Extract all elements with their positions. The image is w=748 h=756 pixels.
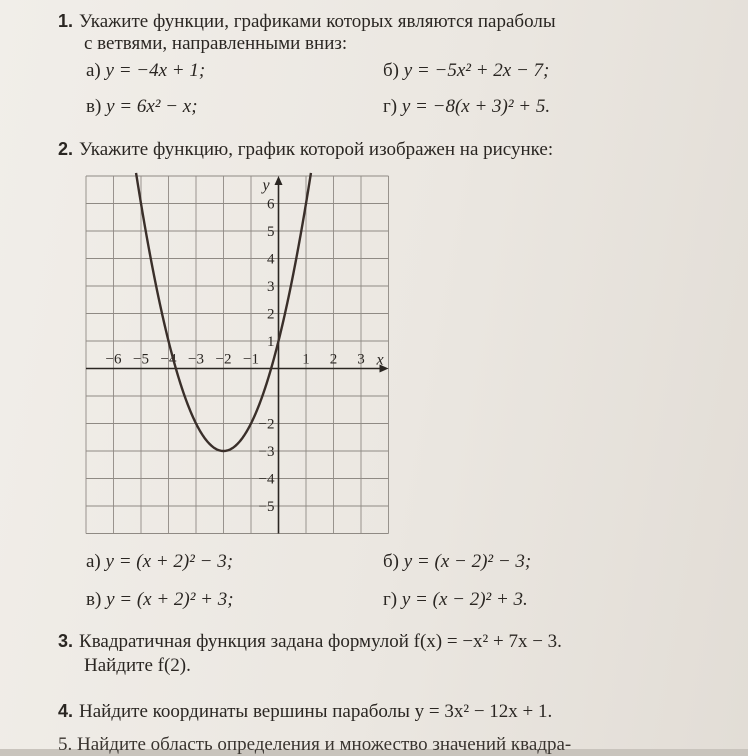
- task-number: 3.: [58, 631, 74, 651]
- task-question-continued: Найдите f(2).: [84, 655, 191, 676]
- x-axis-label: x: [376, 351, 384, 369]
- x-tick-label: −3: [188, 351, 204, 368]
- y-tick-label: −5: [258, 499, 275, 515]
- task-number: 1.: [58, 11, 74, 31]
- y-tick-label: −3: [258, 444, 275, 460]
- y-axis-arrow: [275, 176, 283, 185]
- option-formula: y = (x + 2)² − 3;: [105, 551, 234, 572]
- y-tick-label: 5: [267, 224, 275, 240]
- task-question: Укажите функции, графиками которых являются параболы: [79, 11, 556, 32]
- parabola-graph: [81, 171, 391, 541]
- task1-option-b: [383, 60, 549, 82]
- task2-option-c: [86, 589, 234, 611]
- y-tick-label: 3: [267, 279, 275, 295]
- task-number: 4.: [58, 701, 74, 721]
- option-label: а): [86, 551, 101, 572]
- y-tick-label: 4: [267, 251, 275, 268]
- task-question: Квадратичная функция задана формулой f(x) = −x² + 7x − 3.: [79, 631, 562, 652]
- x-tick-label: 1: [302, 351, 310, 368]
- option-formula: y = −4x + 1;: [105, 60, 206, 81]
- y-tick-label: 1: [267, 334, 275, 350]
- option-label: в): [86, 96, 102, 117]
- task-5-partial: 5. Найдите область определения и множество значений квадра-: [58, 734, 572, 755]
- option-label: г): [383, 589, 398, 610]
- y-tick-label: 6: [267, 196, 275, 213]
- y-tick-label: −4: [258, 471, 275, 488]
- option-label: г): [383, 96, 398, 117]
- x-tick-label: 3: [357, 351, 365, 368]
- task-question: Найдите координаты вершины параболы y = 3x² − 12x + 1.: [79, 701, 553, 722]
- task2-option-a: [86, 551, 233, 573]
- task-question-continued: с ветвями, направленными вниз:: [84, 33, 348, 54]
- option-label: б): [383, 551, 399, 572]
- option-formula: y = (x − 2)² − 3;: [403, 551, 532, 572]
- task2-option-b: [383, 551, 531, 573]
- y-tick-label: 2: [267, 306, 275, 323]
- task1-option-a: [86, 60, 205, 82]
- x-tick-label: −5: [133, 351, 149, 368]
- x-tick-label: −1: [243, 351, 259, 368]
- task-number: 2.: [58, 139, 74, 159]
- x-tick-label: −4: [160, 351, 177, 368]
- x-tick-label: 2: [329, 351, 338, 368]
- option-label: б): [383, 60, 399, 81]
- x-tick-label: −2: [215, 351, 232, 368]
- option-formula: y = (x + 2)² + 3;: [106, 589, 234, 610]
- y-tick-label: −2: [258, 416, 275, 433]
- y-axis-label: y: [262, 177, 270, 194]
- option-formula: y = 6x² − x;: [106, 96, 198, 117]
- option-label: а): [86, 60, 101, 81]
- task1-option-c: [86, 96, 198, 118]
- x-tick-label: −6: [105, 351, 122, 368]
- option-formula: y = (x − 2)² + 3.: [401, 589, 528, 610]
- option-label: в): [86, 589, 102, 610]
- task2-option-d: [383, 589, 528, 611]
- option-formula: y = −8(x + 3)² + 5.: [401, 96, 551, 117]
- task1-option-d: [383, 96, 550, 118]
- graph-svg: [81, 171, 391, 541]
- option-formula: y = −5x² + 2x − 7;: [403, 60, 550, 81]
- task-question: Укажите функцию, график которой изображен на рисунке:: [79, 139, 554, 160]
